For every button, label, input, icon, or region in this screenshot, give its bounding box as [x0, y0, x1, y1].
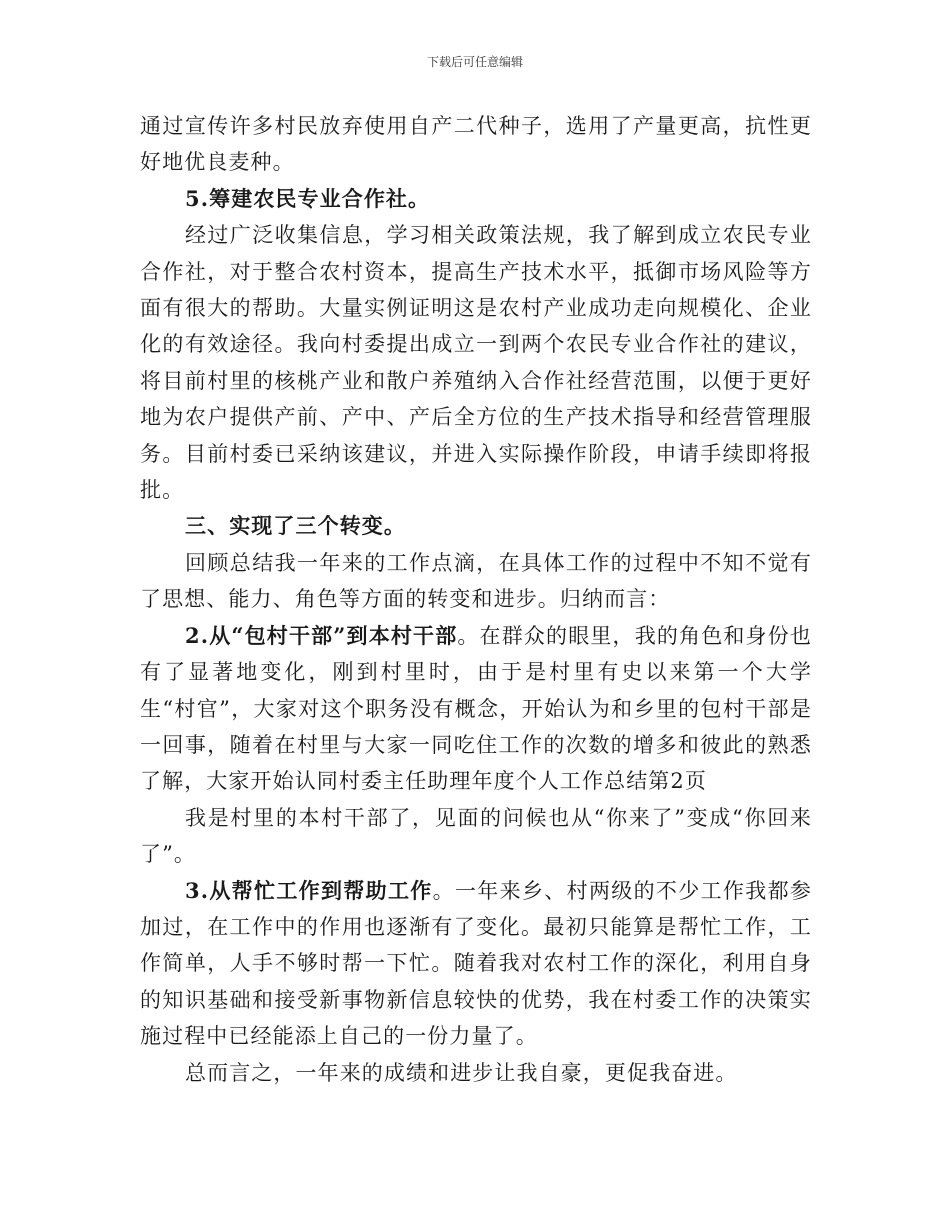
paragraph-helping-work	[140, 873, 812, 1055]
paragraph-seed-promotion: 通过宣传许多村民放弃使用自产二代种子，选用了产量更高，抗性更好地优良麦种。	[140, 114, 812, 175]
page-header-note: 下载后可任意编辑	[426, 55, 523, 69]
heading-three-changes: 三、实现了三个转变。	[185, 513, 406, 539]
subheading-village-cadre: 2.从“包村干部”到本村干部	[185, 622, 458, 648]
paragraph-village-cadre	[140, 618, 812, 800]
heading-cooperative: 5.筹建农民专业合作社。	[185, 185, 431, 211]
subheading-helping-work: 3.从帮忙工作到帮助工作	[185, 877, 433, 903]
paragraph-cooperative: 经过广泛收集信息，学习相关政策法规，我了解到成立农民专业合作社，对于整合农村资本，提高生产技术水平，抵御市场风险等方面有很大的帮助。大量实例证明这是农村产业成功走向规模化、企业化的有效途径。我向村委提出成立一到两个农民专业合作社的建议，将目前村里的核桃产业和散户养殖纳入合作社经营范围，以便于更好地为农户提供产前、产中、产后全方位的生产技术指导和经营管理服务。目前村委已采纳该建议，并进入实际操作阶段，申请手续即将报批。	[140, 223, 812, 503]
paragraph-greeting: 我是村里的本村干部了，见面的问候也从“你来了”变成“你回来了”。	[140, 805, 812, 867]
document-body	[140, 108, 812, 1091]
paragraph-review: 回顾总结我一年来的工作点滴，在具体工作的过程中不知不觉有了思想、能力、角色等方面的转变和进步。归纳而言：	[140, 550, 812, 612]
paragraph-helping-work-text: 。一年来乡、村两级的不少工作我都参加过，在工作中的作用也逐渐有了变化。最初只能算是帮忙工作，工作简单，人手不够时帮一下忙。随着我对农村工作的深化，利用自身的知识基础和接受新事物新信息较快的优势，我在村委工作的决策实施过程中已经能添上自己的一份力量了。	[140, 878, 812, 1049]
paragraph-conclusion: 总而言之，一年来的成绩和进步让我自豪，更促我奋进。	[185, 1060, 738, 1085]
paragraph-village-cadre-text: 。在群众的眼里，我的角色和身份也有了显著地变化，刚到村里时，由于是村里有史以来第一个大学生“村官”，大家对这个职务没有概念，开始认为和乡里的包村干部是一回事，随着在村里与大家一同吃住工作的次数的增多和彼此的熟悉了解，大家开始认同村委主任助理年度个人工作总结第2页	[140, 623, 812, 794]
